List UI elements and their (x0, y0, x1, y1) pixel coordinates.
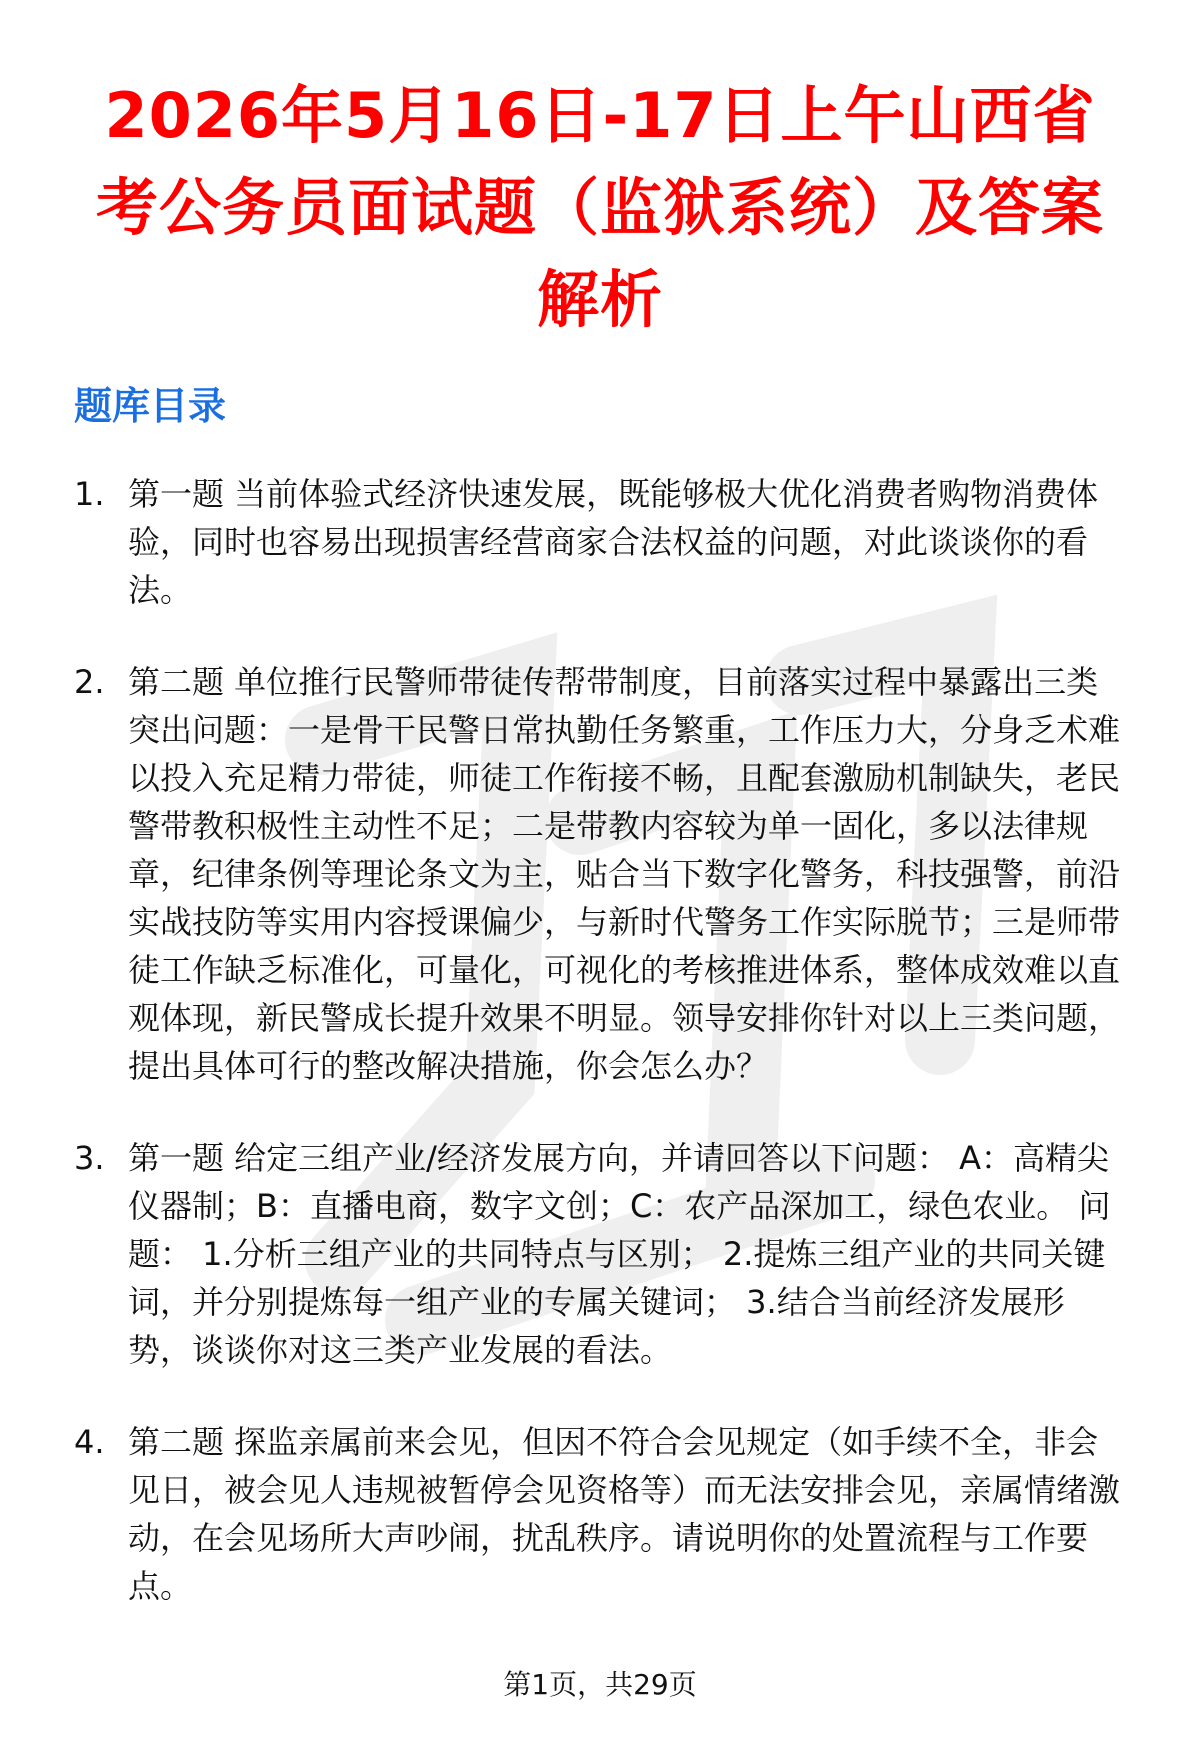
toc-item-text: 第一题 当前体验式经济快速发展，既能够极大优化消费者购物消费体验，同时也容易出现损害经营商家合法权益的问题，对此谈谈你的看法。 (128, 475, 1099, 609)
toc-heading: 题库目录 (74, 384, 227, 428)
toc-item (74, 658, 1126, 1090)
toc-item (74, 470, 1126, 614)
toc-item-number: 4. (74, 1423, 105, 1461)
toc-item-text: 第一题 给定三组产业/经济发展方向，并请回答以下问题： A：高精尖仪器制；B：直播电商，数字文创；C：农产品深加工，绿色农业。 问题： 1.分析三组产业的共同特点与区别； 2.提炼三组产业的共同关键词，并分别提炼每一组产业的专属关键词； 3.结合当前经济发展形势，谈谈你对这三类产业发展的看法。 (128, 1139, 1111, 1369)
toc-item-text: 第二题 探监亲属前来会见，但因不符合会见规定（如手续不全，非会见日，被会见人违规被暂停会见资格等）而无法安排会见，亲属情绪激动，在会见场所大声吵闹，扰乱秩序。请说明你的处置流程与工作要点。 (128, 1423, 1121, 1605)
document-title: 2026年5月16日-17日上午山西省考公务员面试题（监狱系统）及答案解析 (95, 79, 1104, 336)
toc-item-number: 1. (74, 475, 105, 513)
toc-item-number: 3. (74, 1139, 105, 1177)
toc-item (74, 1134, 1126, 1374)
page-footer: 第1页，共29页 (503, 1668, 697, 1701)
toc-item (74, 1418, 1126, 1610)
toc-list (74, 470, 1126, 1610)
toc-item-number: 2. (74, 663, 105, 701)
toc-item-text: 第二题 单位推行民警师带徒传帮带制度，目前落实过程中暴露出三类突出问题：一是骨干民警日常执勤任务繁重，工作压力大，分身乏术难以投入充足精力带徒，师徒工作衔接不畅，且配套激励机制缺失，老民警带教积极性主动性不足；二是带教内容较为单一固化，多以法律规章，纪律条例等理论条文为主，贴合当下数字化警务，科技强警，前沿实战技防等实用内容授课偏少，与新时代警务工作实际脱节；三是师带徒工作缺乏标准化，可量化，可视化的考核推进体系，整体成效难以直观体现，新民警成长提升效果不明显。领导安排你针对以上三类问题，提出具体可行的整改解决措施，你会怎么办？ (128, 663, 1121, 1085)
